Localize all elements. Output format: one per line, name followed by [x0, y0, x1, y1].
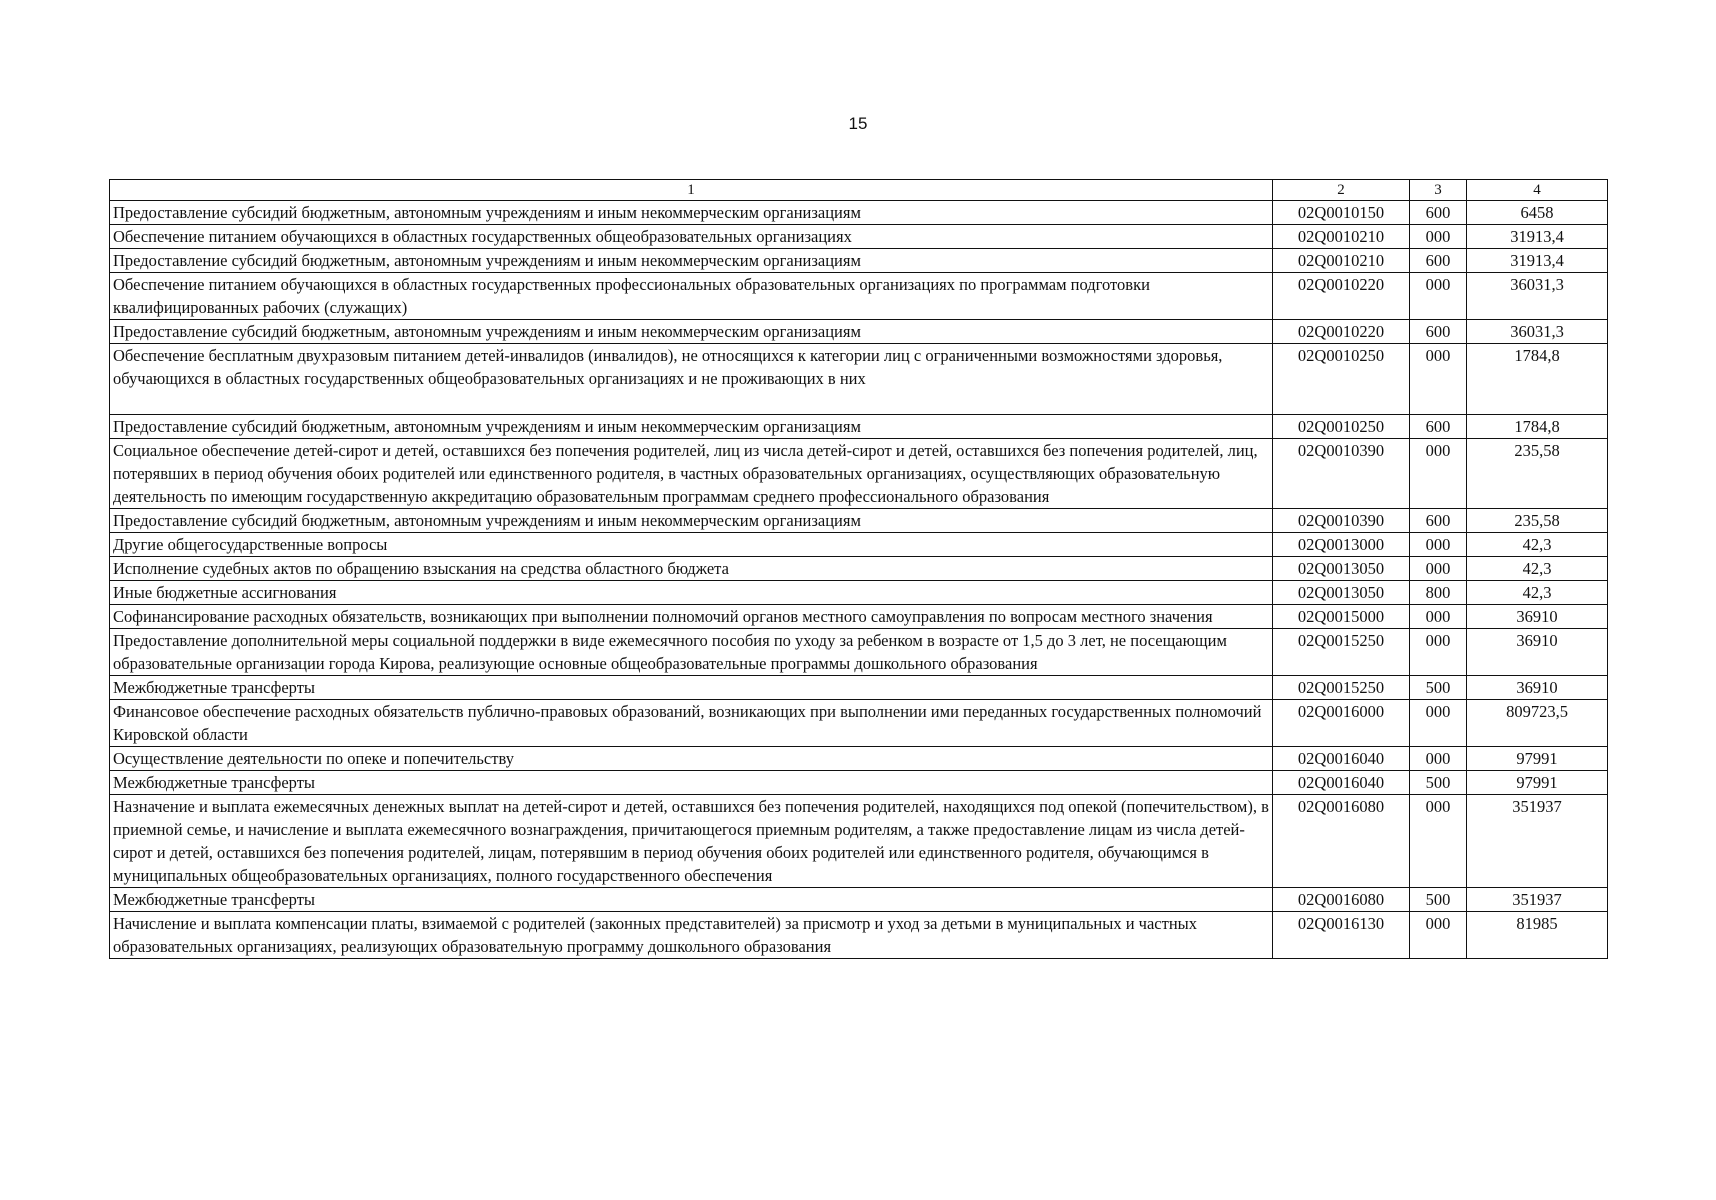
table-row: [110, 676, 1608, 700]
header-col-3: 3: [1410, 180, 1467, 201]
row-code: 02Q0016000: [1273, 700, 1410, 747]
row-name: Обеспечение бесплатным двухразовым питанием детей-инвалидов (инвалидов), не относящихся к категории лиц с ограниченными возможностями здоровья, обучающихся в областных государственных общеобразовательных организациях и не проживающих в них: [110, 344, 1273, 415]
row-name: Предоставление дополнительной меры социальной поддержки в виде ежемесячного пособия по уходу за ребенком в возрасте от 1,5 до 3 лет, не посещающим образовательные организации города Кирова, реализующие основные общеобразовательные программы дошкольного образования: [110, 629, 1273, 676]
row-name: Осуществление деятельности по опеке и попечительству: [110, 747, 1273, 771]
row-code: 02Q0010210: [1273, 249, 1410, 273]
row-sum: 97991: [1467, 771, 1608, 795]
table-row: [110, 415, 1608, 439]
row-code: 02Q0016040: [1273, 771, 1410, 795]
row-type: 000: [1410, 344, 1467, 415]
table-row: [110, 581, 1608, 605]
row-type: 000: [1410, 629, 1467, 676]
table-row: [110, 771, 1608, 795]
row-name: Предоставление субсидий бюджетным, автономным учреждениям и иным некоммерческим организациям: [110, 415, 1273, 439]
row-type: 500: [1410, 676, 1467, 700]
row-sum: 36031,3: [1467, 273, 1608, 320]
row-type: 600: [1410, 249, 1467, 273]
table-row: [110, 344, 1608, 415]
table-row: [110, 629, 1608, 676]
row-code: 02Q0010220: [1273, 273, 1410, 320]
header-row: [110, 180, 1608, 201]
row-type: 000: [1410, 700, 1467, 747]
row-code: 02Q0016040: [1273, 747, 1410, 771]
row-sum: 1784,8: [1467, 344, 1608, 415]
row-name: Финансовое обеспечение расходных обязательств публично-правовых образований, возникающих при выполнении ими переданных государственных полномочий Кировской области: [110, 700, 1273, 747]
row-sum: 31913,4: [1467, 225, 1608, 249]
table-row: [110, 557, 1608, 581]
table-row: [110, 201, 1608, 225]
row-code: 02Q0010220: [1273, 320, 1410, 344]
row-code: 02Q0010250: [1273, 344, 1410, 415]
header-col-2: 2: [1273, 180, 1410, 201]
page-number: 15: [848, 114, 868, 133]
row-name: Социальное обеспечение детей-сирот и детей, оставшихся без попечения родителей, лиц из числа детей-сирот и детей, оставшихся без попечения родителей, лиц, потерявших в период обучения обоих родителей или единственного родителя, в частных образовательных организациях, осуществляющих образовательную деятельность по имеющим государственную аккредитацию образовательным программам среднего профессионального образования: [110, 439, 1273, 509]
row-name: Обеспечение питанием обучающихся в областных государственных общеобразовательных организациях: [110, 225, 1273, 249]
row-sum: 36910: [1467, 605, 1608, 629]
row-sum: 97991: [1467, 747, 1608, 771]
row-sum: 1784,8: [1467, 415, 1608, 439]
row-name: Предоставление субсидий бюджетным, автономным учреждениям и иным некоммерческим организациям: [110, 509, 1273, 533]
row-sum: 81985: [1467, 912, 1608, 959]
header-col-1: 1: [110, 180, 1273, 201]
row-code: 02Q0010250: [1273, 415, 1410, 439]
row-name: Другие общегосударственные вопросы: [110, 533, 1273, 557]
table-row: [110, 273, 1608, 320]
row-name: Назначение и выплата ежемесячных денежных выплат на детей-сирот и детей, оставшихся без попечения родителей, находящихся под опекой (попечительством), в приемной семье, и начисление и выплата ежемесячного вознаграждения, причитающегося приемным родителям, а также предоставление лицам из числа детей-сирот и детей, оставшихся без попечения родителей, лицам, потерявшим в период обучения обоих родителей или единственного родителя, обучающимся в муниципальных общеобразовательных организациях, полного государственного обеспечения: [110, 795, 1273, 888]
row-sum: 42,3: [1467, 557, 1608, 581]
table-row: [110, 439, 1608, 509]
row-type: 000: [1410, 557, 1467, 581]
row-name: Исполнение судебных актов по обращению взыскания на средства областного бюджета: [110, 557, 1273, 581]
table-row: [110, 533, 1608, 557]
row-type: 000: [1410, 273, 1467, 320]
row-sum: 42,3: [1467, 581, 1608, 605]
row-name: Предоставление субсидий бюджетным, автономным учреждениям и иным некоммерческим организациям: [110, 320, 1273, 344]
row-name: Предоставление субсидий бюджетным, автономным учреждениям и иным некоммерческим организациям: [110, 249, 1273, 273]
row-sum: 31913,4: [1467, 249, 1608, 273]
row-type: 600: [1410, 201, 1467, 225]
row-name: Обеспечение питанием обучающихся в областных государственных профессиональных образовательных организациях по программам подготовки квалифицированных рабочих (служащих): [110, 273, 1273, 320]
row-name: Начисление и выплата компенсации платы, взимаемой с родителей (законных представителей) за присмотр и уход за детьми в муниципальных и частных образовательных организациях, реализующих образовательную программу дошкольного образования: [110, 912, 1273, 959]
table-row: [110, 700, 1608, 747]
table-row: [110, 509, 1608, 533]
table-row: [110, 912, 1608, 959]
row-code: 02Q0013000: [1273, 533, 1410, 557]
row-name: Софинансирование расходных обязательств, возникающих при выполнении полномочий органов местного самоуправления по вопросам местного значения: [110, 605, 1273, 629]
row-code: 02Q0010390: [1273, 509, 1410, 533]
table-row: [110, 605, 1608, 629]
row-sum: 235,58: [1467, 509, 1608, 533]
table-row: [110, 888, 1608, 912]
row-type: 000: [1410, 912, 1467, 959]
row-sum: 42,3: [1467, 533, 1608, 557]
row-code: 02Q0016130: [1273, 912, 1410, 959]
row-sum: 235,58: [1467, 439, 1608, 509]
table-row: [110, 320, 1608, 344]
row-type: 000: [1410, 605, 1467, 629]
row-name: Межбюджетные трансферты: [110, 676, 1273, 700]
row-type: 000: [1410, 439, 1467, 509]
row-type: 000: [1410, 225, 1467, 249]
row-code: 02Q0015000: [1273, 605, 1410, 629]
row-code: 02Q0013050: [1273, 581, 1410, 605]
row-code: 02Q0016080: [1273, 888, 1410, 912]
row-type: 600: [1410, 509, 1467, 533]
row-code: 02Q0015250: [1273, 676, 1410, 700]
row-code: 02Q0010210: [1273, 225, 1410, 249]
row-sum: 36910: [1467, 676, 1608, 700]
row-sum: 351937: [1467, 795, 1608, 888]
row-sum: 36031,3: [1467, 320, 1608, 344]
row-name: Межбюджетные трансферты: [110, 771, 1273, 795]
row-type: 000: [1410, 795, 1467, 888]
row-sum: 6458: [1467, 201, 1608, 225]
row-name: Межбюджетные трансферты: [110, 888, 1273, 912]
row-code: 02Q0013050: [1273, 557, 1410, 581]
row-sum: 351937: [1467, 888, 1608, 912]
table-row: [110, 249, 1608, 273]
row-code: 02Q0015250: [1273, 629, 1410, 676]
row-type: 000: [1410, 747, 1467, 771]
row-type: 600: [1410, 415, 1467, 439]
row-type: 500: [1410, 771, 1467, 795]
row-code: 02Q0010390: [1273, 439, 1410, 509]
row-type: 800: [1410, 581, 1467, 605]
row-sum: 36910: [1467, 629, 1608, 676]
header-col-4: 4: [1467, 180, 1608, 201]
row-name: Иные бюджетные ассигнования: [110, 581, 1273, 605]
row-code: 02Q0010150: [1273, 201, 1410, 225]
budget-table: [109, 179, 1608, 959]
row-code: 02Q0016080: [1273, 795, 1410, 888]
table-row: [110, 225, 1608, 249]
row-name: Предоставление субсидий бюджетным, автономным учреждениям и иным некоммерческим организациям: [110, 201, 1273, 225]
table-row: [110, 795, 1608, 888]
table-row: [110, 747, 1608, 771]
row-type: 000: [1410, 533, 1467, 557]
row-sum: 809723,5: [1467, 700, 1608, 747]
row-type: 500: [1410, 888, 1467, 912]
row-type: 600: [1410, 320, 1467, 344]
